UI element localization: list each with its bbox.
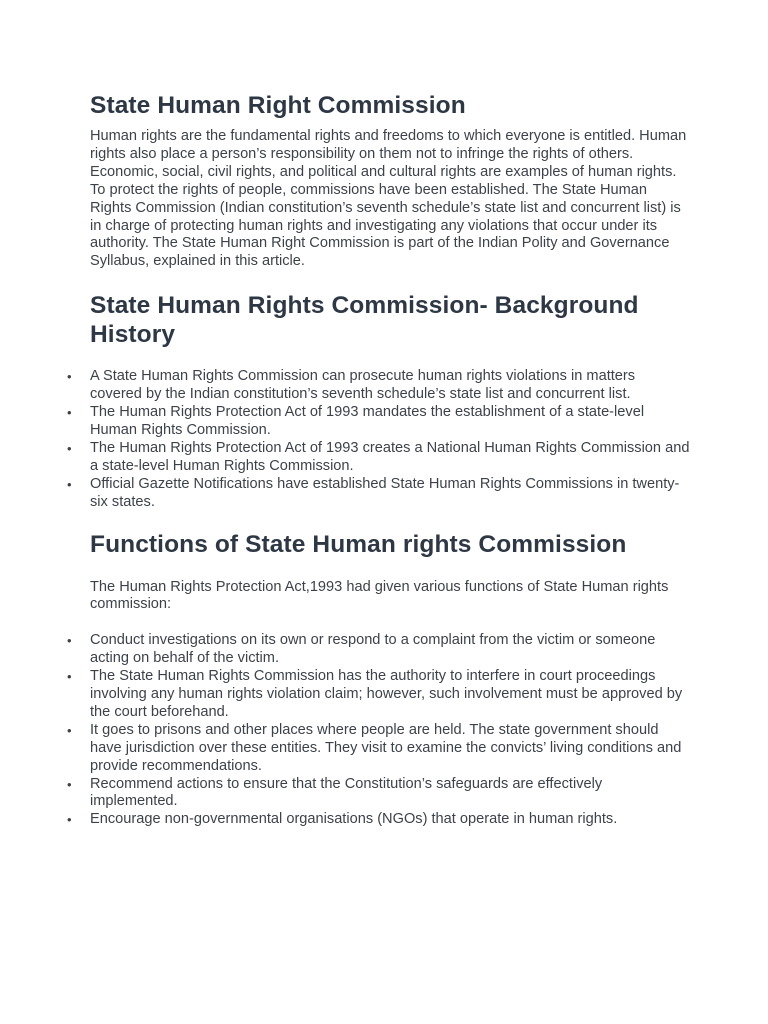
bullet-icon: • bbox=[67, 812, 72, 828]
list-item: • Recommend actions to ensure that the Constitution’s safeguards are effectively implemented. bbox=[67, 775, 603, 810]
list-item: • A State Human Rights Commission can prosecute human rights violations in matters covered by the Indian constitution’s seventh schedule’s state list and concurrent list. bbox=[67, 368, 636, 403]
list-item: • It goes to prisons and other places where people are held. The state government should have jurisdiction over these entities. They visit to examine the convicts’ living conditions and provide recommendations. bbox=[67, 721, 682, 774]
list-item: • Official Gazette Notifications have established State Human Rights Commissions in twenty-six states. bbox=[67, 475, 680, 510]
bullet-icon: • bbox=[67, 476, 72, 492]
bullet-icon: • bbox=[67, 369, 72, 385]
bullet-icon: • bbox=[67, 669, 72, 685]
functions-list bbox=[67, 632, 690, 829]
section-title-background-history: State Human Rights Commission- Background History bbox=[90, 292, 639, 349]
list-item: • The Human Rights Protection Act of 1993 mandates the establishment of a state-level Human Rights Commission. bbox=[67, 404, 645, 438]
document-page bbox=[67, 91, 690, 829]
bullet-icon: • bbox=[67, 722, 72, 738]
list-item: • The Human Rights Protection Act of 1993 creates a National Human Rights Commission and a state-level Human Rights Commission. bbox=[67, 439, 690, 474]
section-title-functions: Functions of State Human rights Commission bbox=[90, 530, 627, 558]
functions-intro-paragraph: The Human Rights Protection Act,1993 had given various functions of State Human rights commission: bbox=[90, 578, 669, 613]
bullet-icon: • bbox=[67, 440, 72, 456]
bullet-icon: • bbox=[67, 633, 72, 649]
bullet-icon: • bbox=[67, 405, 72, 421]
bullet-icon: • bbox=[67, 776, 72, 792]
background-history-list bbox=[67, 368, 690, 511]
intro-paragraph: Human rights are the fundamental rights and freedoms to which everyone is entitled. Human rights also place a person’s responsibility on them not to infringe the rights of others. Economic, social, civil rights, and political and cultural rights are examples of human rights. To protect the rights of people, commissions have been established. The State Human Rights Commission (Indian constitution’s seventh schedule’s state list and concurrent list) is in charge of protecting human rights and investigating any violations that occur under its authority. The State Human Right Commission is part of the Indian Polity and Governance Syllabus, explained in this article. bbox=[90, 128, 687, 270]
list-item: • Encourage non-governmental organisations (NGOs) that operate in human rights. bbox=[67, 811, 618, 828]
section-title-state-human-right-commission: State Human Right Commission bbox=[90, 92, 466, 119]
list-item: • Conduct investigations on its own or respond to a complaint from the victim or someone acting on behalf of the victim. bbox=[67, 632, 656, 667]
list-item: • The State Human Rights Commission has the authority to interfere in court proceedings involving any human rights violation claim; however, such involvement must be approved by the court beforehand. bbox=[67, 668, 683, 720]
